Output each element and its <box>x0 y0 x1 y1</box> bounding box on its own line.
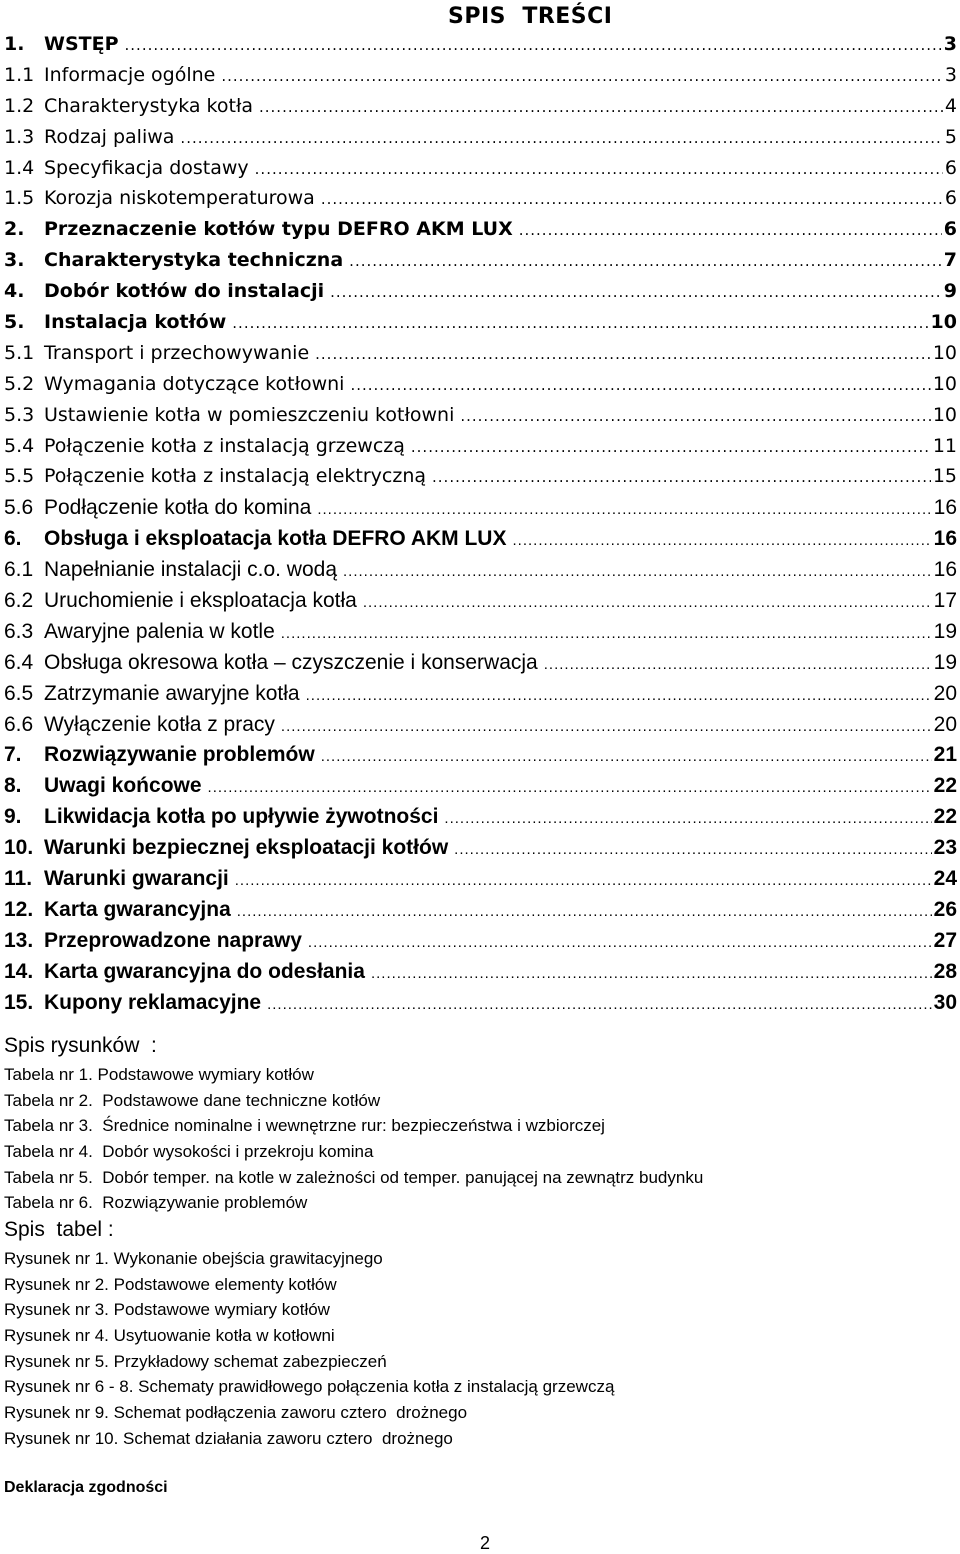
toc-entry <box>4 527 957 558</box>
toc-leader-dots <box>371 965 932 982</box>
toc-title: Zatrzymanie awaryjne kotła <box>44 681 300 705</box>
toc-number: 13. <box>4 928 34 952</box>
toc-leader-dots <box>544 656 932 673</box>
toc-entry <box>4 64 957 95</box>
table-list-item: Rysunek nr 6 - 8. Schematy prawidłowego połączenia kotła z instalacją grzewczą <box>4 1377 615 1397</box>
toc-leader-dots <box>460 407 930 425</box>
figure-list-item: Tabela nr 5. Dobór temper. na kotle w zależności od temper. panującej na zewnątrz budynku <box>4 1167 704 1187</box>
toc-page: 16 <box>933 558 957 582</box>
table-list-item: Rysunek nr 4. Usytuowanie kotła w kotłowni <box>4 1326 335 1346</box>
toc-number: 6.3 <box>4 619 34 643</box>
figure-list-item: Tabela nr 2. Podstawowe dane techniczne kotłów <box>4 1090 381 1110</box>
toc-number: 6. <box>4 527 22 551</box>
toc-number: 7. <box>4 743 22 767</box>
toc-title: Uwagi końcowe <box>44 774 202 798</box>
toc-entry <box>4 898 957 929</box>
toc-entry <box>4 126 957 157</box>
toc-title: Korozja niskotemperaturowa <box>44 187 315 210</box>
toc-page: 3 <box>943 33 957 55</box>
toc-number: 5.4 <box>4 434 35 457</box>
toc-leader-dots <box>237 903 932 920</box>
figure-list-item: Tabela nr 3. Średnice nominalne i wewnętrzne rur: bezpieczeństwa i wzbiorczej <box>4 1116 605 1136</box>
toc-number: 8. <box>4 774 22 798</box>
toc-title: Warunki bezpiecznej eksploatacji kotłów <box>44 836 449 860</box>
toc-entry <box>4 311 957 342</box>
toc-page: 20 <box>933 681 957 705</box>
toc-title: Obsługa okresowa kotła – czyszczenie i konserwacja <box>44 650 538 674</box>
toc-entry <box>4 496 957 527</box>
toc-title: Kupony reklamacyjne <box>44 990 262 1014</box>
toc-number: 5.2 <box>4 372 35 395</box>
table-list-item: Rysunek nr 2. Podstawowe elementy kotłów <box>4 1274 337 1294</box>
toc-page: 16 <box>933 527 957 551</box>
toc-number: 1.5 <box>4 187 35 210</box>
figure-list-item: Tabela nr 6. Rozwiązywanie problemów <box>4 1193 308 1213</box>
toc-title: Ustawienie kotła w pomieszczeniu kotłowni <box>44 403 455 426</box>
toc-number: 6.2 <box>4 589 34 613</box>
toc-entry <box>4 929 957 960</box>
toc-leader-dots <box>363 594 932 611</box>
toc-page: 17 <box>933 589 957 613</box>
toc-number: 6.6 <box>4 712 34 736</box>
toc-page: 23 <box>933 836 957 860</box>
toc-leader-dots <box>454 841 931 858</box>
toc-number: 14. <box>4 959 34 983</box>
toc-entry <box>4 620 957 651</box>
table-list-item: Rysunek nr 1. Wykonanie obejścia grawitacyjnego <box>4 1249 383 1268</box>
toc-number: 1.4 <box>4 156 35 179</box>
toc-number: 5. <box>4 311 25 334</box>
toc-page: 22 <box>933 774 957 798</box>
toc-title: Wyłączenie kotła z pracy <box>44 712 275 736</box>
toc-page: 15 <box>932 465 957 488</box>
toc-entry <box>4 187 957 218</box>
toc-leader-dots <box>180 129 942 147</box>
toc-page: 11 <box>932 434 957 457</box>
toc-page: 19 <box>933 619 957 643</box>
toc-entry <box>4 249 957 280</box>
toc-entry <box>4 774 957 805</box>
toc-entry <box>4 867 957 898</box>
toc-title: Transport i przechowywanie <box>44 341 310 364</box>
toc-page: 7 <box>943 249 957 272</box>
toc-title: Likwidacja kotła po upływie żywotności <box>44 805 439 829</box>
toc-page: 24 <box>933 867 957 891</box>
toc-leader-dots <box>519 221 942 239</box>
toc-page: 22 <box>933 805 957 829</box>
toc-leader-dots <box>321 190 943 208</box>
toc-title: Dobór kotłów do instalacji <box>44 280 325 303</box>
toc-entry <box>4 280 957 311</box>
toc-title: Połączenie kotła z instalacją grzewczą <box>44 434 405 457</box>
toc-leader-dots <box>321 748 932 765</box>
toc-number: 5.1 <box>4 341 35 364</box>
toc-title: Rozwiązywanie problemów <box>44 743 315 767</box>
toc-leader-dots <box>221 67 943 85</box>
toc-leader-dots <box>281 718 932 735</box>
toc-leader-dots <box>255 160 943 178</box>
toc-title: Rodzaj paliwa <box>44 125 175 148</box>
figures-heading: Spis rysunków : <box>4 1034 157 1057</box>
toc-entry <box>4 404 957 435</box>
toc-entry <box>4 960 957 991</box>
toc-page: 30 <box>933 990 957 1014</box>
figure-list-item: Tabela nr 1. Podstawowe wymiary kotłów <box>4 1065 314 1084</box>
toc-page: 10 <box>930 311 957 334</box>
toc-leader-dots <box>308 934 932 951</box>
toc-number: 11. <box>4 867 33 891</box>
toc-number: 9. <box>4 805 22 829</box>
toc-leader-dots <box>350 376 930 394</box>
toc-number: 1.1 <box>4 63 35 86</box>
toc-title: Przeprowadzone naprawy <box>44 928 302 952</box>
toc-number: 3. <box>4 249 25 272</box>
toc-leader-dots <box>512 532 931 549</box>
table-list-item: Rysunek nr 5. Przykładowy schemat zabezpieczeń <box>4 1351 387 1371</box>
toc-title: WSTĘP <box>44 33 119 55</box>
toc-page: 28 <box>933 959 957 983</box>
toc-number: 12. <box>4 897 34 921</box>
toc-page: 4 <box>944 94 957 117</box>
toc-leader-dots <box>343 563 932 580</box>
toc-leader-dots <box>208 779 932 796</box>
toc-title: Napełnianie instalacji c.o. wodą <box>44 558 338 582</box>
figure-list-item: Tabela nr 4. Dobór wysokości i przekroju komina <box>4 1142 374 1162</box>
toc-number: 4. <box>4 280 25 303</box>
toc-entry <box>4 651 957 682</box>
toc-title: Awaryjne palenia w kotle <box>44 619 275 643</box>
toc-title: Podłączenie kotła do komina <box>44 496 312 520</box>
toc-entry <box>4 33 957 64</box>
toc-title: Informacje ogólne <box>44 63 216 86</box>
toc-leader-dots <box>235 872 932 889</box>
toc-entry <box>4 342 957 373</box>
toc-entry <box>4 743 957 774</box>
tables-list <box>4 1246 614 1452</box>
toc-number: 10. <box>4 836 34 860</box>
toc-entry <box>4 218 957 249</box>
toc-title: Warunki gwarancji <box>44 867 229 891</box>
toc-page: 9 <box>943 280 957 303</box>
toc-leader-dots <box>432 468 931 486</box>
toc-number: 6.5 <box>4 681 34 705</box>
toc-entry <box>4 991 957 1022</box>
toc-number: 5.5 <box>4 465 35 488</box>
toc-leader-dots <box>125 36 942 54</box>
toc-title: Obsługa i eksploatacja kotła DEFRO AKM LUX <box>44 527 507 551</box>
page-title: SPIS TREŚCI <box>448 4 613 29</box>
toc-entry <box>4 373 957 404</box>
toc-title: Karta gwarancyjna do odesłania <box>44 959 365 983</box>
toc-entry <box>4 558 957 589</box>
toc-page: 26 <box>933 897 957 921</box>
toc-number: 1.3 <box>4 125 35 148</box>
toc-number: 5.3 <box>4 403 35 426</box>
toc-entry <box>4 805 957 836</box>
toc-leader-dots <box>444 810 931 827</box>
toc-page: 5 <box>944 125 957 148</box>
table-list-item: Rysunek nr 10. Schemat działania zaworu cztero drożnego <box>4 1428 453 1448</box>
toc-entry <box>4 465 957 496</box>
toc-number: 1.2 <box>4 94 35 117</box>
table-list-item: Rysunek nr 3. Podstawowe wymiary kotłów <box>4 1300 330 1320</box>
toc-leader-dots <box>349 252 942 270</box>
toc-leader-dots <box>267 996 932 1013</box>
toc-leader-dots <box>411 438 931 456</box>
toc-number: 1. <box>4 33 25 55</box>
toc-entry <box>4 435 957 466</box>
toc-entry <box>4 95 957 126</box>
toc-leader-dots <box>232 314 928 332</box>
tables-heading: Spis tabel : <box>4 1218 114 1241</box>
toc-page: 10 <box>932 372 957 395</box>
table-of-contents <box>4 33 957 1022</box>
toc-title: Charakterystyka techniczna <box>44 249 344 272</box>
toc-page: 21 <box>933 743 957 767</box>
toc-title: Uruchomienie i eksploatacja kotła <box>44 589 357 613</box>
toc-page: 19 <box>933 650 957 674</box>
toc-title: Specyfikacja dostawy <box>44 156 249 179</box>
toc-leader-dots <box>330 283 942 301</box>
toc-number: 6.1 <box>4 558 34 582</box>
toc-title: Instalacja kotłów <box>44 311 227 334</box>
toc-title: Połączenie kotła z instalacją elektryczną <box>44 465 427 488</box>
toc-page: 6 <box>944 156 957 179</box>
page-number: 2 <box>480 1533 491 1553</box>
toc-leader-dots <box>259 98 943 116</box>
toc-entry <box>4 836 957 867</box>
toc-entry <box>4 713 957 744</box>
toc-leader-dots <box>315 345 931 363</box>
toc-number: 2. <box>4 218 25 241</box>
toc-leader-dots <box>306 687 932 704</box>
toc-number: 15. <box>4 990 34 1014</box>
table-list-item: Rysunek nr 9. Schemat podłączenia zaworu cztero drożnego <box>4 1403 468 1423</box>
toc-page: 16 <box>933 496 957 520</box>
toc-page: 6 <box>943 218 957 241</box>
toc-page: 3 <box>944 63 957 86</box>
toc-page: 10 <box>932 341 957 364</box>
toc-title: Karta gwarancyjna <box>44 897 231 921</box>
declaration-link: Deklaracja zgodności <box>4 1479 168 1496</box>
toc-entry <box>4 682 957 713</box>
toc-page: 27 <box>933 928 957 952</box>
toc-title: Przeznaczenie kotłów typu DEFRO AKM LUX <box>44 218 513 241</box>
toc-number: 6.4 <box>4 650 34 674</box>
toc-entry <box>4 589 957 620</box>
toc-page: 20 <box>933 712 957 736</box>
toc-title: Charakterystyka kotła <box>44 94 253 117</box>
toc-entry <box>4 157 957 188</box>
toc-leader-dots <box>317 501 931 518</box>
toc-page: 10 <box>932 403 957 426</box>
toc-title: Wymagania dotyczące kotłowni <box>44 372 345 395</box>
toc-leader-dots <box>281 625 932 642</box>
toc-page: 6 <box>944 187 957 210</box>
toc-number: 5.6 <box>4 496 34 520</box>
figures-list <box>4 1062 703 1216</box>
